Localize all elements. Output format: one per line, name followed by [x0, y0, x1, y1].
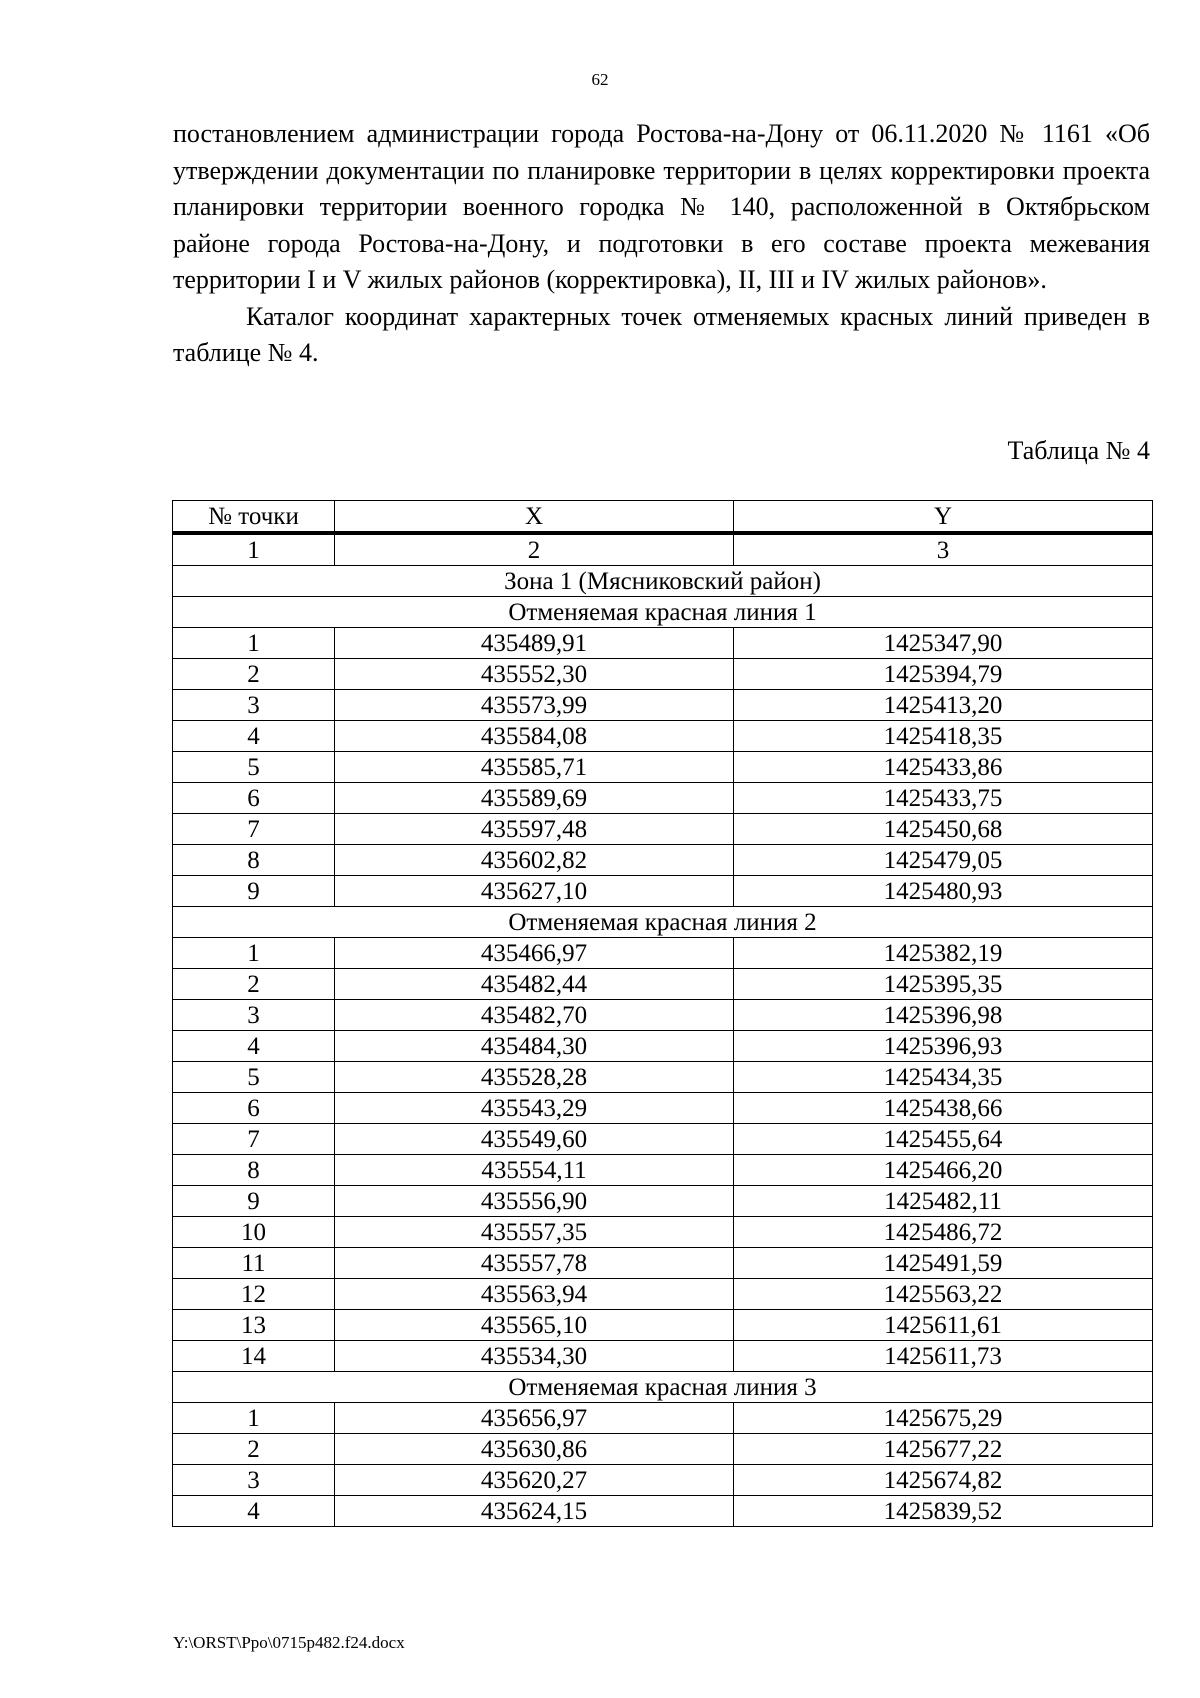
point-number-cell: 3 [173, 1465, 335, 1496]
x-coordinate-cell: 435573,99 [335, 690, 734, 721]
table-row [173, 845, 1153, 876]
y-coordinate-cell: 1425418,35 [734, 721, 1153, 752]
y-coordinate-cell: 1425395,35 [734, 969, 1153, 1000]
table-row [173, 1155, 1153, 1186]
y-coordinate-cell: 1425563,22 [734, 1279, 1153, 1310]
column-number: 1 [173, 533, 335, 566]
section-title-row [173, 597, 1153, 628]
header-y: Y [734, 501, 1153, 534]
table-row [173, 1434, 1153, 1465]
zone-title: Зона 1 (Мясниковский район) [173, 566, 1153, 597]
point-number-cell: 5 [173, 752, 335, 783]
point-number-cell: 2 [173, 969, 335, 1000]
column-number: 3 [734, 533, 1153, 566]
y-coordinate-cell: 1425433,86 [734, 752, 1153, 783]
x-coordinate-cell: 435627,10 [335, 876, 734, 907]
x-coordinate-cell: 435556,90 [335, 1186, 734, 1217]
x-coordinate-cell: 435557,78 [335, 1248, 734, 1279]
y-coordinate-cell: 1425434,35 [734, 1062, 1153, 1093]
page-number: 62 [591, 70, 609, 89]
x-coordinate-cell: 435489,91 [335, 628, 734, 659]
y-coordinate-cell: 1425450,68 [734, 814, 1153, 845]
x-coordinate-cell: 435620,27 [335, 1465, 734, 1496]
point-number-cell: 4 [173, 1496, 335, 1527]
y-coordinate-cell: 1425611,61 [734, 1310, 1153, 1341]
y-coordinate-cell: 1425455,64 [734, 1124, 1153, 1155]
x-coordinate-cell: 435597,48 [335, 814, 734, 845]
table-row [173, 1093, 1153, 1124]
point-number-cell: 4 [173, 721, 335, 752]
table-row [173, 969, 1153, 1000]
point-number-cell: 10 [173, 1217, 335, 1248]
table-row [173, 938, 1153, 969]
point-number-cell: 8 [173, 845, 335, 876]
file-path: Y:\ORST\Ppo\0715p482.f24.docx [173, 1633, 405, 1652]
point-number-cell: 12 [173, 1279, 335, 1310]
x-coordinate-cell: 435557,35 [335, 1217, 734, 1248]
point-number-cell: 1 [173, 938, 335, 969]
section-title-row [173, 907, 1153, 938]
table-row [173, 1248, 1153, 1279]
table-row [173, 1186, 1153, 1217]
table-row [173, 752, 1153, 783]
zone-title-row [173, 566, 1153, 597]
x-coordinate-cell: 435543,29 [335, 1093, 734, 1124]
x-coordinate-cell: 435552,30 [335, 659, 734, 690]
intro-paragraph-2: Каталог координат характерных точек отменяемых красных линий приведен в таблице № 4. [173, 301, 1150, 367]
coordinates-table [172, 500, 1153, 1527]
point-number-cell: 11 [173, 1248, 335, 1279]
section-title: Отменяемая красная линия 3 [173, 1372, 1153, 1403]
y-coordinate-cell: 1425433,75 [734, 783, 1153, 814]
point-number-cell: 2 [173, 1434, 335, 1465]
x-coordinate-cell: 435630,86 [335, 1434, 734, 1465]
y-coordinate-cell: 1425466,20 [734, 1155, 1153, 1186]
column-number: 2 [335, 533, 734, 566]
y-coordinate-cell: 1425491,59 [734, 1248, 1153, 1279]
x-coordinate-cell: 435584,08 [335, 721, 734, 752]
point-number-cell: 14 [173, 1341, 335, 1372]
y-coordinate-cell: 1425413,20 [734, 690, 1153, 721]
section-title-row [173, 1372, 1153, 1403]
x-coordinate-cell: 435528,28 [335, 1062, 734, 1093]
header-point-number: № точки [173, 501, 335, 534]
y-coordinate-cell: 1425396,93 [734, 1031, 1153, 1062]
column-number-row [173, 533, 1153, 566]
table-row [173, 814, 1153, 845]
point-number-cell: 4 [173, 1031, 335, 1062]
x-coordinate-cell: 435549,60 [335, 1124, 734, 1155]
table-row [173, 1217, 1153, 1248]
header-x: X [335, 501, 734, 534]
y-coordinate-cell: 1425438,66 [734, 1093, 1153, 1124]
table-row [173, 628, 1153, 659]
table-row [173, 1279, 1153, 1310]
table-row [173, 690, 1153, 721]
intro-paragraph-1: постановлением администрации города Ростова-на-Дону от 06.11.2020 № 1161 «Об утверждении документации по планировке территории в целях корректировки проекта планировки территории военного городка № 140, расположенной в Октябрьском районе города Ростова-на-Дону, и подготовки в его составе проекта межевания территории I и V жилых районов (корректировка), II, III и IV жилых районов». [173, 119, 1150, 294]
table-row [173, 783, 1153, 814]
x-coordinate-cell: 435482,70 [335, 1000, 734, 1031]
x-coordinate-cell: 435482,44 [335, 969, 734, 1000]
section-title: Отменяемая красная линия 1 [173, 597, 1153, 628]
table-row [173, 1341, 1153, 1372]
point-number-cell: 7 [173, 1124, 335, 1155]
table-header-row [173, 501, 1153, 534]
y-coordinate-cell: 1425482,11 [734, 1186, 1153, 1217]
table-row [173, 1000, 1153, 1031]
table-row [173, 721, 1153, 752]
y-coordinate-cell: 1425839,52 [734, 1496, 1153, 1527]
point-number-cell: 7 [173, 814, 335, 845]
y-coordinate-cell: 1425479,05 [734, 845, 1153, 876]
y-coordinate-cell: 1425675,29 [734, 1403, 1153, 1434]
table-row [173, 1465, 1153, 1496]
y-coordinate-cell: 1425396,98 [734, 1000, 1153, 1031]
table-row [173, 1403, 1153, 1434]
table-row [173, 1031, 1153, 1062]
y-coordinate-cell: 1425347,90 [734, 628, 1153, 659]
point-number-cell: 8 [173, 1155, 335, 1186]
x-coordinate-cell: 435624,15 [335, 1496, 734, 1527]
y-coordinate-cell: 1425674,82 [734, 1465, 1153, 1496]
section-title: Отменяемая красная линия 2 [173, 907, 1153, 938]
point-number-cell: 1 [173, 628, 335, 659]
point-number-cell: 9 [173, 876, 335, 907]
x-coordinate-cell: 435565,10 [335, 1310, 734, 1341]
table-row [173, 1496, 1153, 1527]
intro-text [173, 116, 1150, 372]
table-row [173, 1310, 1153, 1341]
x-coordinate-cell: 435484,30 [335, 1031, 734, 1062]
y-coordinate-cell: 1425677,22 [734, 1434, 1153, 1465]
y-coordinate-cell: 1425611,73 [734, 1341, 1153, 1372]
point-number-cell: 9 [173, 1186, 335, 1217]
point-number-cell: 13 [173, 1310, 335, 1341]
x-coordinate-cell: 435656,97 [335, 1403, 734, 1434]
table-row [173, 659, 1153, 690]
point-number-cell: 6 [173, 783, 335, 814]
point-number-cell: 3 [173, 690, 335, 721]
point-number-cell: 3 [173, 1000, 335, 1031]
x-coordinate-cell: 435602,82 [335, 845, 734, 876]
table-caption: Таблица № 4 [1007, 436, 1150, 465]
x-coordinate-cell: 435554,11 [335, 1155, 734, 1186]
table-row [173, 876, 1153, 907]
table-row [173, 1062, 1153, 1093]
x-coordinate-cell: 435585,71 [335, 752, 734, 783]
y-coordinate-cell: 1425394,79 [734, 659, 1153, 690]
x-coordinate-cell: 435534,30 [335, 1341, 734, 1372]
table-row [173, 1124, 1153, 1155]
x-coordinate-cell: 435563,94 [335, 1279, 734, 1310]
y-coordinate-cell: 1425382,19 [734, 938, 1153, 969]
point-number-cell: 2 [173, 659, 335, 690]
y-coordinate-cell: 1425486,72 [734, 1217, 1153, 1248]
y-coordinate-cell: 1425480,93 [734, 876, 1153, 907]
point-number-cell: 6 [173, 1093, 335, 1124]
point-number-cell: 1 [173, 1403, 335, 1434]
x-coordinate-cell: 435466,97 [335, 938, 734, 969]
x-coordinate-cell: 435589,69 [335, 783, 734, 814]
point-number-cell: 5 [173, 1062, 335, 1093]
